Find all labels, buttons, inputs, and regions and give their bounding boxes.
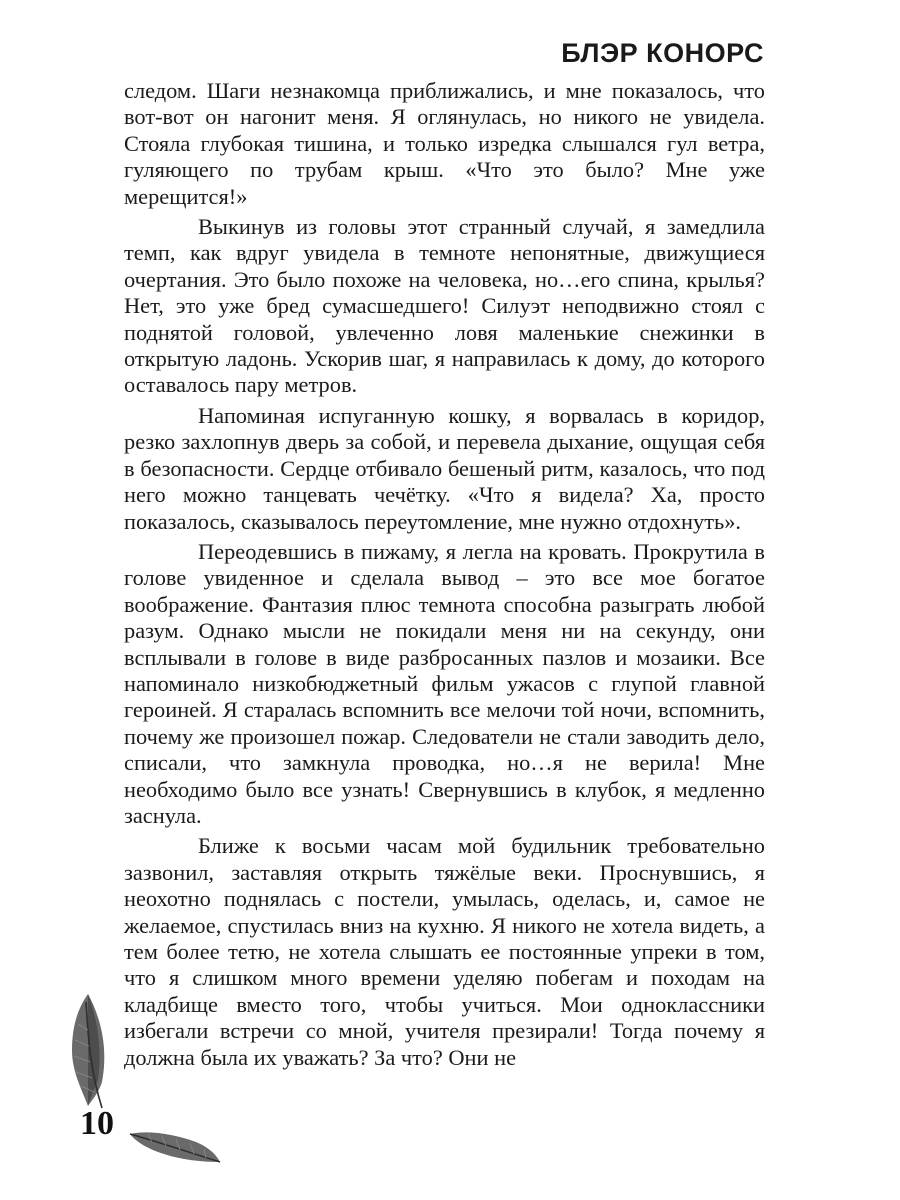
paragraph: Выкинув из головы этот странный случай, я замедлила темп, как вдруг увидела в темноте непонятные, движущиеся очертания. Это было похоже на человека, но…его спина, крылья? Нет, это уже бред сумасшедшего! Силуэт неподвижно стоял с поднятой головой, увлеченно ловя маленькие снежинки в открытую ладонь. Ускорив шаг, я направилась к дому, до которого оставалось пару метров. [124, 214, 765, 398]
feather-icon [126, 1122, 222, 1172]
feather-icon [58, 990, 118, 1110]
paragraph: следом. Шаги незнакомца приближались, и мне показалось, что вот-вот он нагонит меня. Я оглянулась, но никого не увидела. Стояла глубокая тишина, и только изредка слышался гул ветра, гуляющего по трубам крыш. «Что это было? Мне уже мерещится!» [124, 78, 765, 209]
body-text [124, 78, 765, 1071]
paragraph: Ближе к восьми часам мой будильник требовательно зазвонил, заставляя открыть тяжёлые веки. Проснувшись, я неохотно поднялась с постели, умылась, оделась, и, самое не желаемое, спустилась вниз на кухню. Я никого не хотела видеть, а тем более тетю, не хотела слышать ее постоянные упреки в том, что я слишком много времени уделяю побегам и походам на кладбище вместо того, чтобы учиться. Мои одноклассники избегали встречи со мной, учителя презирали! Тогда почему я должна была их уважать? За что? Они не [124, 833, 765, 1070]
page-number: 10 [80, 1105, 114, 1142]
paragraph: Переодевшись в пижаму, я легла на кровать. Прокрутила в голове увиденное и сделала вывод – это все мое богатое воображение. Фантазия плюс темнота способна разыграть любой разум. Однако мысли не покидали меня ни на секунду, они всплывали в голове в виде разбросанных пазлов и мозаики. Все напоминало низкобюджетный фильм ужасов с глупой главной героиней. Я старалась вспомнить все мелочи той ночи, вспомнить, почему же произошел пожар. Следователи не стали заводить дело, списали, что замкнула проводка, но…я не верила! Мне необходимо было все узнать! Свернувшись в клубок, я медленно заснула. [124, 538, 765, 828]
paragraph: Напоминая испуганную кошку, я ворвалась в коридор, резко захлопнув дверь за собой, и перевела дыхание, ощущая себя в безопасности. Сердце отбивало бешеный ритм, казалось, что под него можно танцевать чечётку. «Что я видела? Ха, просто показалось, сказывалось переутомление, мне нужно отдохнуть». [124, 402, 765, 534]
running-header: БЛЭР КОНОРС [561, 38, 764, 68]
